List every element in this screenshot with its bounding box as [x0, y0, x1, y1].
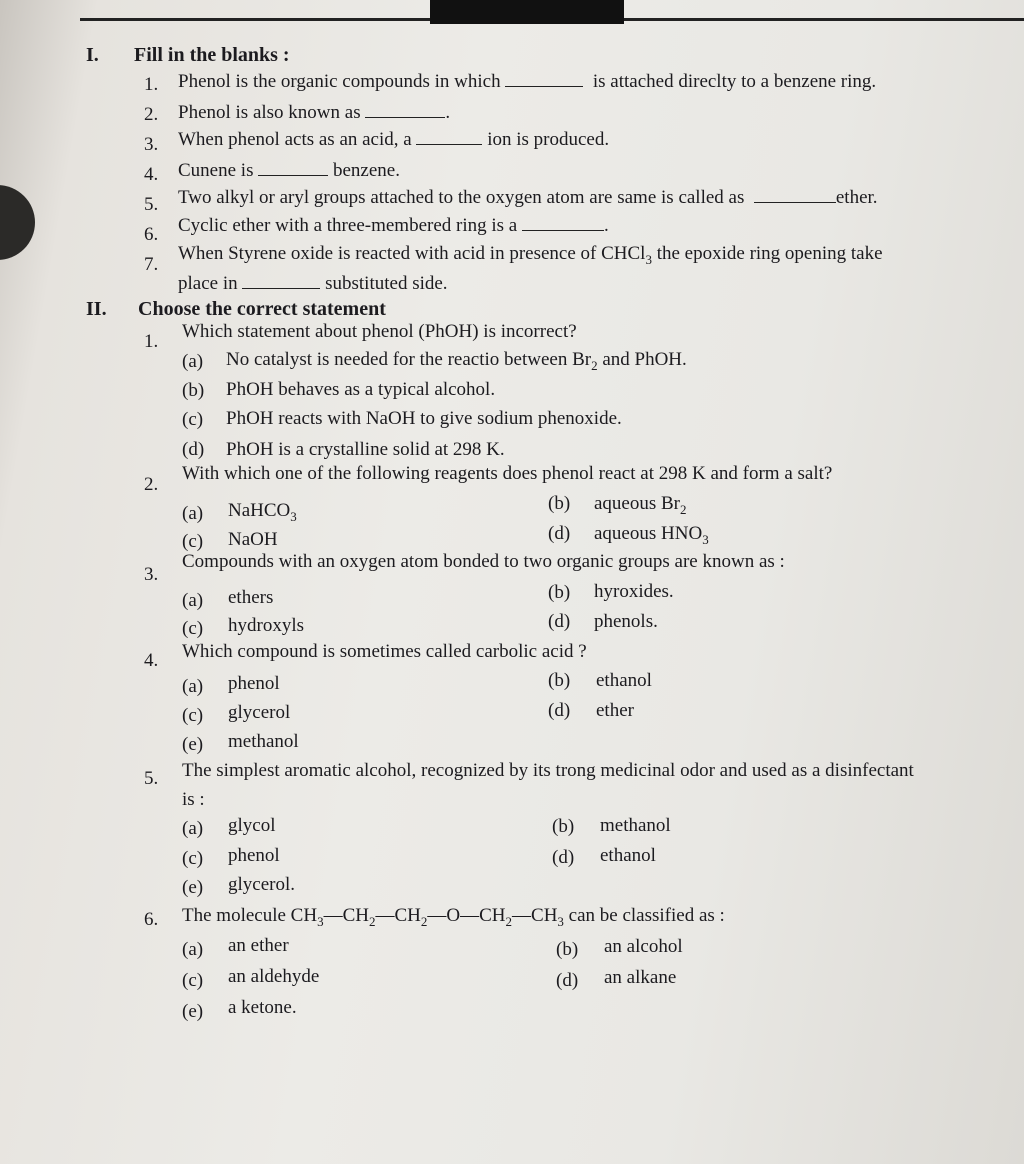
option-label: (d)	[556, 970, 579, 991]
option-text: NaOH	[228, 529, 278, 550]
section-numeral: I.	[86, 44, 99, 66]
option-label: (e)	[182, 877, 204, 898]
option-label: (b)	[182, 380, 205, 401]
option-text: a ketone.	[228, 997, 297, 1018]
binder-hole	[0, 185, 35, 260]
item-number: 2.	[144, 104, 159, 125]
question-number: 4.	[144, 650, 159, 671]
option-text: glycerol.	[228, 874, 296, 895]
option-label: (a)	[182, 503, 204, 524]
question-number: 5.	[144, 768, 159, 789]
question-text: Which statement about phenol (PhOH) is incorrect?	[182, 321, 577, 342]
option-label: (b)	[552, 816, 575, 837]
section-numeral: II.	[86, 298, 107, 320]
option-label: (b)	[548, 582, 571, 603]
item-number: 7.	[144, 254, 159, 275]
fill-item: Two alkyl or aryl groups attached to the oxygen atom are same is called as ether.	[178, 187, 878, 208]
fill-item-continued: place in substituted side.	[178, 273, 448, 294]
question-number: 2.	[144, 474, 159, 495]
option-text: phenol	[228, 845, 280, 866]
question-number: 3.	[144, 564, 159, 585]
item-number: 5.	[144, 194, 159, 215]
question-text: The simplest aromatic alcohol, recognized by its trong medicinal odor and used as a disinfectant	[182, 760, 914, 781]
option-label: (d)	[548, 611, 571, 632]
option-label: (a)	[182, 590, 204, 611]
option-text: glycol	[228, 815, 276, 836]
fill-item: When Styrene oxide is reacted with acid in presence of CHCl$_3$ the epoxide ring opening take	[178, 243, 883, 267]
option-label: (c)	[182, 409, 204, 430]
option-text: PhOH reacts with NaOH to give sodium phenoxide.	[226, 408, 622, 429]
fill-item: Phenol is the organic compounds in which is attached direclty to a benzene ring.	[178, 71, 877, 92]
option-text: ethers	[228, 587, 274, 608]
section-title: Fill in the blanks :	[134, 44, 290, 66]
fill-item: When phenol acts as an acid, a ion is produced.	[178, 129, 610, 150]
option-label: (b)	[556, 939, 579, 960]
option-label: (a)	[182, 351, 204, 372]
option-label: (c)	[182, 705, 204, 726]
option-text: methanol	[600, 815, 671, 836]
option-label: (d)	[548, 523, 571, 544]
item-number: 1.	[144, 74, 159, 95]
option-label: (e)	[182, 734, 204, 755]
question-number: 6.	[144, 909, 159, 930]
option-label: (c)	[182, 531, 204, 552]
option-text: phenol	[228, 673, 280, 694]
option-label: (b)	[548, 493, 571, 514]
option-label: (d)	[182, 439, 205, 460]
header-title-box	[430, 0, 624, 24]
question-text: The molecule $CH_3—CH_2—CH_2—O—CH_2—CH_3$ can be classified as :	[182, 905, 725, 929]
item-number: 3.	[144, 134, 159, 155]
item-number: 4.	[144, 164, 159, 185]
question-text: With which one of the following reagents does phenol react at 298 K and form a salt?	[182, 463, 833, 484]
section-title: Choose the correct statement	[138, 298, 386, 320]
question-number: 1.	[144, 331, 159, 352]
option-text: ethanol	[596, 670, 652, 691]
option-text: glycerol	[228, 702, 291, 723]
option-text: an ether	[228, 935, 289, 956]
option-label: (a)	[182, 676, 204, 697]
option-text: an alcohol	[604, 936, 683, 957]
option-text: an aldehyde	[228, 966, 320, 987]
option-label: (d)	[552, 847, 575, 868]
fill-item: Phenol is also known as .	[178, 102, 451, 123]
option-text: hydroxyls	[228, 615, 304, 636]
option-label: (b)	[548, 670, 571, 691]
option-text: PhOH is a crystalline solid at 298 K.	[226, 439, 505, 460]
option-text: phenols.	[594, 611, 658, 632]
option-text: aqueous $HNO_3$	[594, 523, 709, 547]
option-label: (e)	[182, 1001, 204, 1022]
option-label: (c)	[182, 848, 204, 869]
option-text: aqueous $Br_2$	[594, 493, 687, 517]
fill-item: Cunene is benzene.	[178, 160, 400, 181]
option-text: ether	[596, 700, 634, 721]
option-text: PhOH behaves as a typical alcohol.	[226, 379, 496, 400]
option-text: No catalyst is needed for the reactio between $Br_2$ and PhOH.	[226, 349, 687, 373]
option-label: (c)	[182, 970, 204, 991]
option-text: ethanol	[600, 845, 656, 866]
question-text-continued: is :	[182, 789, 205, 810]
option-label: (a)	[182, 818, 204, 839]
option-text: hyroxides.	[594, 581, 674, 602]
option-text: methanol	[228, 731, 299, 752]
option-label: (d)	[548, 700, 571, 721]
option-text: an alkane	[604, 967, 677, 988]
option-text: NaHCO$_3$	[228, 500, 297, 524]
fill-item: Cyclic ether with a three-membered ring is a .	[178, 215, 609, 236]
item-number: 6.	[144, 224, 159, 245]
option-label: (a)	[182, 939, 204, 960]
question-text: Compounds with an oxygen atom bonded to two organic groups are known as :	[182, 551, 785, 572]
option-label: (c)	[182, 618, 204, 639]
question-text: Which compound is sometimes called carbolic acid ?	[182, 641, 587, 662]
